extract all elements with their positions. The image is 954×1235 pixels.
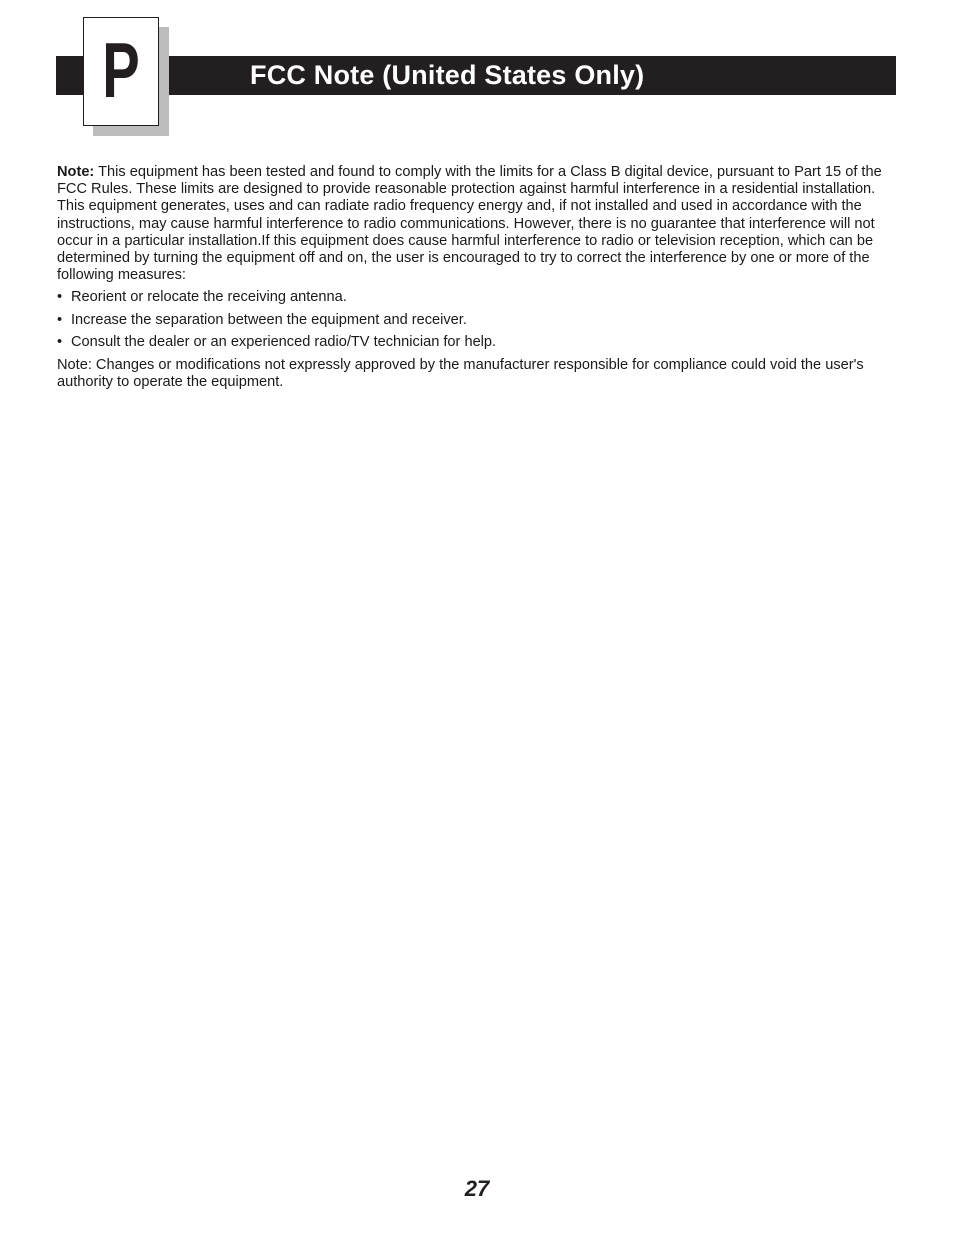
bullet-icon: • [57, 311, 63, 328]
list-item-text: Increase the separation between the equipment and receiver. [71, 311, 467, 328]
note-label: Note: [57, 164, 95, 180]
note-text: This equipment has been tested and found to comply with the limits for a Class B digital device, pursuant to Part 15 of the FCC Rules. These limits are designed to provide reasonable protection against harmful interference in a residential installation. This equipment generates, uses and can radiate radio frequency energy and, if not installed and used in accordance with the instructions, may cause harmful interference to radio communications. However, there is no guarantee that interference will not occur in a particular installation.If this equipment does cause harmful interference to radio or television reception, which can be determined by turning the equipment off and on, the user is encouraged to try to correct the interference by one or more of the following measures: [57, 164, 882, 284]
section-tab [83, 17, 159, 126]
list-item [57, 334, 897, 351]
note-paragraph [57, 164, 897, 284]
measures-list [57, 289, 897, 351]
closing-note: Note: Changes or modifications not expressly approved by the manufacturer responsible for compliance could void the user's authority to operate the equipment. [57, 356, 864, 391]
bullet-icon: • [57, 334, 63, 351]
fcc-note-content [57, 164, 897, 391]
list-item-text: Reorient or relocate the receiving antenna. [71, 289, 347, 306]
list-item [57, 289, 897, 306]
bullet-icon: • [57, 289, 63, 306]
page-title: FCC Note (United States Only) [250, 60, 645, 90]
list-item-text: Consult the dealer or an experienced radio/TV technician for help. [71, 334, 497, 351]
section-letter: P [102, 26, 140, 114]
list-item [57, 312, 897, 329]
page-number: 27 [464, 1176, 490, 1201]
